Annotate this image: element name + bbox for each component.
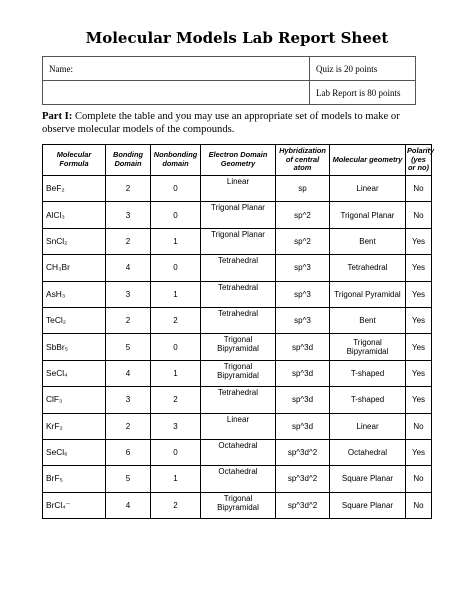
hybridization-cell: sp — [276, 176, 330, 202]
formula-cell: SnCl₂ — [43, 228, 106, 254]
header-row — [43, 145, 432, 176]
info-table — [42, 56, 416, 105]
polarity-cell: Yes — [406, 387, 432, 413]
molecular-geometry-cell: T-shaped — [330, 387, 406, 413]
molecular-geometry-cell: Bent — [330, 228, 406, 254]
header-molecular-geometry: Molecular geometry — [330, 145, 406, 176]
electron-geometry-cell: Tetrahedral — [201, 255, 276, 281]
hybridization-cell: sp^3d^2 — [276, 492, 330, 518]
table-row — [43, 202, 432, 228]
table-row — [43, 466, 432, 492]
formula-cell: ClF₃ — [43, 387, 106, 413]
electron-geometry-cell: Octahedral — [201, 439, 276, 465]
electron-geometry-cell: Trigonal Bipyramidal — [201, 360, 276, 386]
molecular-geometry-cell: Trigonal Bipyramidal — [330, 334, 406, 360]
molecular-models-table — [42, 144, 435, 519]
table-row — [43, 492, 432, 518]
nonbonding-domain-cell: 2 — [151, 492, 201, 518]
hybridization-cell: sp^3 — [276, 281, 330, 307]
polarity-cell: Yes — [406, 281, 432, 307]
molecular-geometry-cell: T-shaped — [330, 360, 406, 386]
polarity-cell: Yes — [406, 360, 432, 386]
molecular-geometry-cell: Square Planar — [330, 466, 406, 492]
part-instructions — [42, 110, 432, 136]
electron-geometry-cell: Tetrahedral — [201, 387, 276, 413]
polarity-cell: No — [406, 413, 432, 439]
nonbonding-domain-cell: 1 — [151, 360, 201, 386]
header-molecular-formula: Molecular Formula — [43, 145, 106, 176]
header-hybridization: Hybridization of central atom — [276, 145, 330, 176]
molecular-geometry-cell: Square Planar — [330, 492, 406, 518]
header-polarity: Polarity (yes or no) — [406, 145, 432, 176]
formula-cell: AlCl₃ — [43, 202, 106, 228]
hybridization-cell: sp^3d — [276, 334, 330, 360]
polarity-cell: No — [406, 202, 432, 228]
nonbonding-domain-cell: 1 — [151, 281, 201, 307]
page-title: Molecular Models Lab Report Sheet — [85, 29, 389, 47]
molecular-geometry-cell: Tetrahedral — [330, 255, 406, 281]
nonbonding-domain-cell: 0 — [151, 439, 201, 465]
formula-cell: SbBr₅ — [43, 334, 106, 360]
bonding-domain-cell: 2 — [106, 307, 151, 333]
molecular-geometry-cell: Linear — [330, 413, 406, 439]
hybridization-cell: sp^3d — [276, 413, 330, 439]
table-row — [43, 255, 432, 281]
hybridization-cell: sp^3d^2 — [276, 439, 330, 465]
part-text: Complete the table and you may use an appropriate set of models to make or observe molecular models of the compounds. — [42, 111, 400, 135]
electron-geometry-cell: Trigonal Bipyramidal — [201, 334, 276, 360]
bonding-domain-cell: 3 — [106, 202, 151, 228]
bonding-domain-cell: 4 — [106, 360, 151, 386]
hybridization-cell: sp^2 — [276, 202, 330, 228]
bonding-domain-cell: 6 — [106, 439, 151, 465]
polarity-cell: Yes — [406, 255, 432, 281]
table-body — [43, 176, 432, 519]
table-row — [43, 307, 432, 333]
nonbonding-domain-cell: 2 — [151, 387, 201, 413]
electron-geometry-cell: Tetrahedral — [201, 307, 276, 333]
molecular-geometry-cell: Trigonal Planar — [330, 202, 406, 228]
electron-geometry-cell: Trigonal Planar — [201, 228, 276, 254]
electron-geometry-cell: Linear — [201, 413, 276, 439]
table-row — [43, 413, 432, 439]
table-row — [43, 228, 432, 254]
nonbonding-domain-cell: 2 — [151, 307, 201, 333]
table-row — [43, 439, 432, 465]
nonbonding-domain-cell: 3 — [151, 413, 201, 439]
molecular-geometry-cell: Bent — [330, 307, 406, 333]
nonbonding-domain-cell: 1 — [151, 228, 201, 254]
electron-geometry-cell: Linear — [201, 176, 276, 202]
bonding-domain-cell: 3 — [106, 281, 151, 307]
nonbonding-domain-cell: 0 — [151, 255, 201, 281]
electron-geometry-cell: Trigonal Planar — [201, 202, 276, 228]
header-bonding-domain: Bonding Domain — [106, 145, 151, 176]
electron-geometry-cell: Octahedral — [201, 466, 276, 492]
header-electron-domain-geometry: Electron Domain Geometry — [201, 145, 276, 176]
bonding-domain-cell: 3 — [106, 387, 151, 413]
bonding-domain-cell: 4 — [106, 492, 151, 518]
bonding-domain-cell: 4 — [106, 255, 151, 281]
report-points: Lab Report is 80 points — [310, 81, 416, 105]
info-row — [43, 81, 416, 105]
molecular-geometry-cell: Octahedral — [330, 439, 406, 465]
molecular-geometry-cell: Linear — [330, 176, 406, 202]
bonding-domain-cell: 5 — [106, 334, 151, 360]
formula-cell: SeCl₆ — [43, 439, 106, 465]
hybridization-cell: sp^3 — [276, 307, 330, 333]
polarity-cell: Yes — [406, 439, 432, 465]
polarity-cell: Yes — [406, 307, 432, 333]
polarity-cell: Yes — [406, 334, 432, 360]
hybridization-cell: sp^2 — [276, 228, 330, 254]
table-row — [43, 176, 432, 202]
nonbonding-domain-cell: 0 — [151, 176, 201, 202]
header-nonbonding-domain: Nonbonding domain — [151, 145, 201, 176]
hybridization-cell: sp^3d — [276, 387, 330, 413]
formula-cell: CH₃Br — [43, 255, 106, 281]
table-row — [43, 387, 432, 413]
molecular-geometry-cell: Trigonal Pyramidal — [330, 281, 406, 307]
nonbonding-domain-cell: 0 — [151, 202, 201, 228]
hybridization-cell: sp^3 — [276, 255, 330, 281]
quiz-points: Quiz is 20 points — [310, 57, 416, 81]
bonding-domain-cell: 2 — [106, 176, 151, 202]
electron-geometry-cell: Trigonal Bipyramidal — [201, 492, 276, 518]
formula-cell: BrF₅ — [43, 466, 106, 492]
part-label: Part I: — [42, 111, 73, 122]
bonding-domain-cell: 5 — [106, 466, 151, 492]
bonding-domain-cell: 2 — [106, 413, 151, 439]
polarity-cell: No — [406, 176, 432, 202]
table-row — [43, 281, 432, 307]
nonbonding-domain-cell: 0 — [151, 334, 201, 360]
polarity-cell: Yes — [406, 228, 432, 254]
info-row — [43, 57, 416, 81]
formula-cell: BeF₂ — [43, 176, 106, 202]
formula-cell: TeCl₂ — [43, 307, 106, 333]
formula-cell: BrCl₄⁻ — [43, 492, 106, 518]
blank-cell — [43, 81, 310, 105]
electron-geometry-cell: Tetrahedral — [201, 281, 276, 307]
nonbonding-domain-cell: 1 — [151, 466, 201, 492]
hybridization-cell: sp^3d^2 — [276, 466, 330, 492]
formula-cell: SeCl₄ — [43, 360, 106, 386]
polarity-cell: No — [406, 466, 432, 492]
name-field[interactable]: Name: — [43, 57, 310, 81]
formula-cell: AsH₃ — [43, 281, 106, 307]
bonding-domain-cell: 2 — [106, 228, 151, 254]
table-row — [43, 334, 432, 360]
polarity-cell: No — [406, 492, 432, 518]
table-row — [43, 360, 432, 386]
formula-cell: KrF₂ — [43, 413, 106, 439]
hybridization-cell: sp^3d — [276, 360, 330, 386]
